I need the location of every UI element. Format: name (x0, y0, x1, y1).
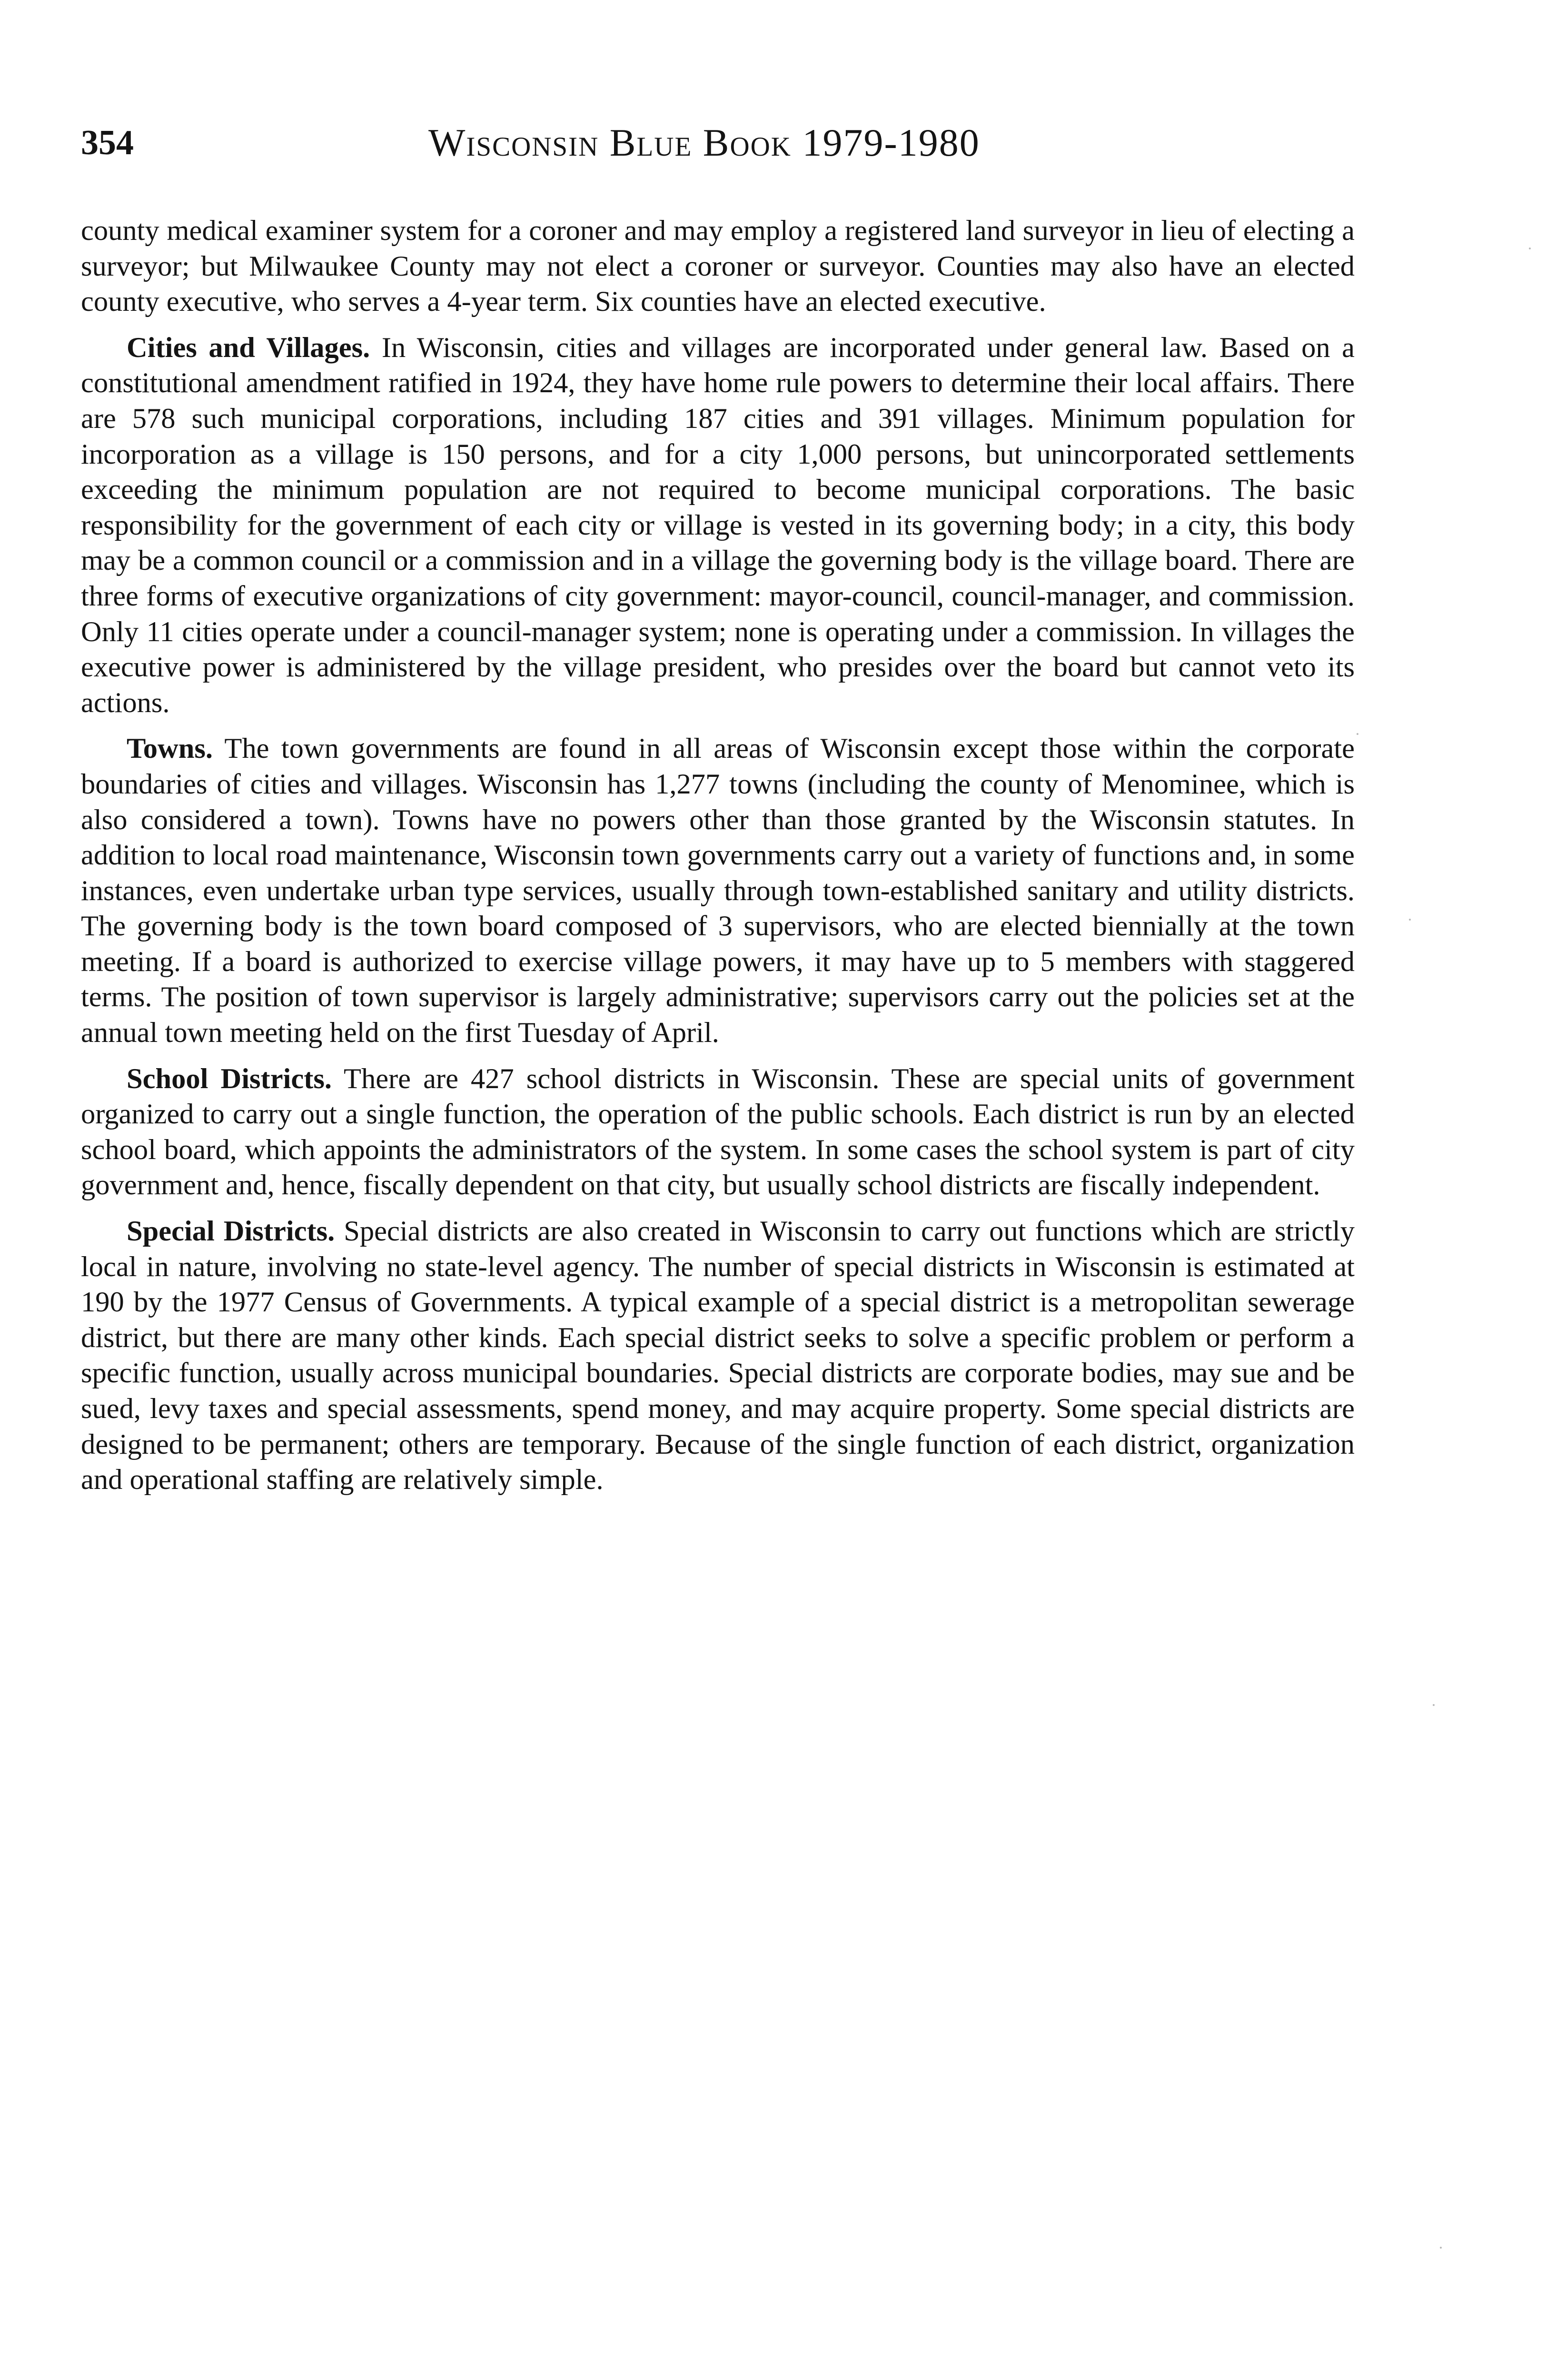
paragraph-text: In Wisconsin, cities and villages are incorporated under general law. Based on a constitutional amendment ratified in 1924, they have home rule powers to determine their local affairs. There are 578 such municipal corporations, including 187 cities and 391 villages. Minimum population for incorporation as a village is 150 persons, and for a city 1,000 persons, but unincorporated settlements exceeding the minimum population are not required to become municipal corporations. The basic responsibility for the government of each city or village is vested in its governing body; in a city, this body may be a common council or a commission and in a village the governing body is the village board. There are three forms of executive organizations of city government: mayor-council, council-manager, and commission. Only 11 cities operate under a council-manager system; none is operating under a commission. In villages the executive power is administered by the village president, who presides over the board but cannot veto its actions. (81, 331, 1355, 719)
paragraph-county-continuation (81, 213, 1355, 320)
scan-speck (1440, 2247, 1442, 2249)
paragraph-text: There are 427 school districts in Wisconsin. These are special units of government organized to carry out a single function, the operation of the public schools. Each district is run by an elected school board, which appoints the administrators of the system. In some cases the school system is part of city government and, hence, fiscally dependent on that city, but usually school districts are fiscally independent. (81, 1062, 1355, 1201)
scan-speck (1529, 248, 1531, 249)
scan-speck (1433, 1704, 1435, 1706)
scan-speck (1357, 733, 1358, 735)
paragraph-towns (81, 731, 1355, 1051)
running-header (81, 114, 1357, 171)
scan-speck (1409, 919, 1411, 921)
paragraph-text: county medical examiner system for a coroner and may employ a registered land surveyor in lieu of electing a surveyor; but Milwaukee County may not elect a coroner or surveyor. Counties may also have an elected county executive, who serves a 4-year term. Six counties have an elected executive. (81, 215, 1355, 318)
paragraph-text: Special districts are also created in Wisconsin to carry out functions which are strictly local in nature, involving no state-level agency. The number of special districts in Wisconsin is estimated at 190 by the 1977 Census of Governments. A typical example of a special district is a metropolitan sewerage district, but there are many other kinds. Each special district seeks to solve a specific problem or perform a specific function, usually across municipal boundaries. Special districts are corporate bodies, may sue and be sued, levy taxes and special assessments, spend money, and may acquire property. Some special districts are designed to be permanent; others are temporary. Because of the single function of each district, organization and operational staffing are relatively simple. (81, 1215, 1355, 1496)
section-heading: Cities and Villages. (127, 331, 370, 364)
paragraph-school-districts (81, 1061, 1355, 1203)
page-number: 354 (81, 123, 134, 162)
paragraph-text: The town governments are found in all areas of Wisconsin except those within the corporate boundaries of cities and villages. Wisconsin has 1,277 towns (including the county of Menominee, which is also considered a town). Towns have no powers other than those granted by the Wisconsin statutes. In addition to local road maintenance, Wisconsin town governments carry out a variety of functions and, in some instances, even undertake urban type services, usually through town-established sanitary and utility districts. The governing body is the town board composed of 3 supervisors, who are elected biennially at the town meeting. If a board is authorized to exercise village powers, it may have up to 5 members with staggered terms. The position of town supervisor is largely administrative; supervisors carry out the policies set at the annual town meeting held on the first Tuesday of April. (81, 733, 1355, 1049)
running-title: Wisconsin Blue Book 1979-1980 (428, 121, 980, 164)
body-text (81, 213, 1355, 1508)
paragraph-special-districts (81, 1214, 1355, 1498)
section-heading: School Districts. (127, 1062, 332, 1095)
section-heading: Special Districts. (127, 1215, 335, 1248)
paragraph-cities-and-villages (81, 330, 1355, 721)
section-heading: Towns. (127, 733, 213, 765)
